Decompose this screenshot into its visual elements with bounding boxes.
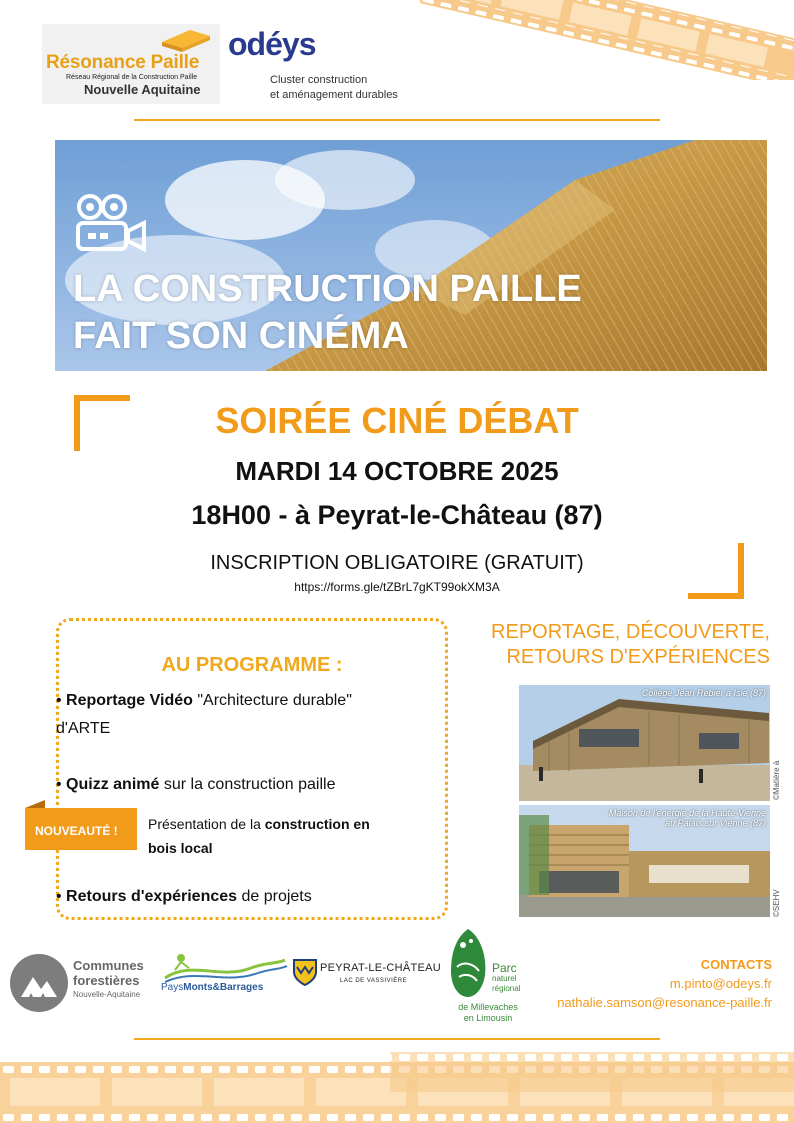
new-badge: NOUVEAUTÉ ! bbox=[25, 808, 137, 850]
programme-item-retours-bold: Retours d'expériences bbox=[66, 888, 238, 905]
reportage-title-line1: REPORTAGE, DÉCOUVERTE, bbox=[491, 621, 770, 643]
photo-maison-credit: ©SEHV bbox=[772, 889, 781, 917]
pmb-rest: Monts&Barrages bbox=[183, 982, 264, 993]
programme-title: AU PROGRAMME : bbox=[161, 654, 343, 676]
film-strip-top bbox=[420, 0, 794, 80]
bullet: • bbox=[56, 776, 67, 793]
programme-item-bois-pre: Présentation de la bbox=[148, 816, 265, 832]
registration-note: INSCRIPTION OBLIGATOIRE (GRATUIT) bbox=[210, 552, 584, 574]
peyrat-shield-icon bbox=[292, 958, 318, 986]
pmb-pays: Pays bbox=[161, 982, 184, 993]
programme-item-video-bold: Reportage Vidéo bbox=[66, 692, 193, 709]
odeys-logo: odéys bbox=[228, 26, 316, 62]
peyrat-name: PEYRAT-LE-CHÂTEAU bbox=[320, 962, 442, 974]
pnr-naturel: naturel bbox=[492, 974, 517, 983]
photo-maison-caption-1: Maison de l'énergie de la Haute-Vienne bbox=[608, 808, 766, 818]
event-heading: SOIRÉE CINÉ DÉBAT bbox=[215, 400, 579, 441]
straw-bale-icon bbox=[160, 24, 212, 52]
film-strip-bottom bbox=[0, 1052, 794, 1123]
cf-line2: forestières bbox=[73, 973, 140, 988]
header-divider bbox=[134, 119, 660, 121]
banner-title-line2: FAIT SON CINÉMA bbox=[73, 315, 409, 357]
programme-item-video-rest: "Architecture durable" bbox=[192, 692, 352, 709]
contacts-block bbox=[520, 955, 772, 1012]
contacts-title: CONTACTS bbox=[700, 957, 772, 972]
programme-item-video-line2: d'ARTE bbox=[56, 720, 111, 737]
peyrat-sub: LAC DE VASSIVIÈRE bbox=[340, 978, 408, 984]
programme-item-retours bbox=[56, 882, 436, 912]
event-date: MARDI 14 OCTOBRE 2025 bbox=[235, 456, 559, 486]
contact-email-1[interactable]: m.pinto@odeys.fr bbox=[669, 976, 772, 991]
pays-monts-barrages-icon bbox=[161, 950, 289, 984]
event-time-place: 18H00 - à Peyrat-le-Château (87) bbox=[191, 500, 603, 530]
contact-email-2[interactable]: nathalie.samson@resonance-paille.fr bbox=[557, 995, 772, 1010]
communes-forestieres-logo-icon bbox=[9, 953, 69, 1013]
pnr-text bbox=[492, 962, 520, 994]
cf-line1: Communes bbox=[73, 958, 144, 973]
footer-divider bbox=[134, 1038, 660, 1040]
pnr-line2: en Limousin bbox=[463, 1013, 513, 1023]
pays-monts-barrages-name bbox=[161, 982, 263, 993]
rp-title: Résonance Paille bbox=[46, 52, 200, 73]
programme-item-bois bbox=[148, 812, 428, 860]
programme-item-video bbox=[56, 686, 436, 716]
programme-item-quizz-rest: sur la construction paille bbox=[159, 776, 336, 793]
photo-maison-caption bbox=[540, 808, 766, 828]
movie-camera-icon bbox=[74, 193, 148, 253]
pnr-regional: régional bbox=[492, 984, 521, 993]
registration-link[interactable]: https://forms.gle/tZBrL7gKT99okXM3A bbox=[294, 580, 500, 594]
odeys-tagline bbox=[270, 73, 450, 103]
communes-forestieres-region: Nouvelle-Aquitaine bbox=[73, 990, 141, 999]
rp-region: Nouvelle Aquitaine bbox=[84, 82, 201, 97]
programme-item-quizz bbox=[56, 770, 436, 800]
rp-subtitle: Réseau Régional de la Construction Paille bbox=[66, 74, 198, 81]
pnr-millevaches-icon bbox=[447, 927, 489, 999]
programme-item-bois-bold: construction en bbox=[264, 816, 370, 832]
communes-forestieres-name bbox=[73, 958, 144, 988]
programme-item-quizz-bold: Quizz animé bbox=[66, 776, 160, 793]
photo-college-caption: Collège Jean Rebier à Isle (87) bbox=[641, 688, 766, 698]
reportage-title-line2: RETOURS D'EXPÉRIENCES bbox=[506, 646, 770, 668]
odeys-tagline-1: Cluster construction bbox=[270, 74, 368, 86]
bullet: • bbox=[56, 888, 67, 905]
programme-item-retours-rest: de projets bbox=[237, 888, 312, 905]
badge-fold bbox=[25, 800, 45, 808]
photo-maison-caption-2: au Palais sur Vienne (87) bbox=[665, 818, 766, 828]
photo-college-credit: ©Matière à bbox=[772, 760, 781, 800]
reportage-title bbox=[454, 620, 770, 670]
banner-title-line1: LA CONSTRUCTION PAILLE bbox=[73, 268, 582, 310]
pnr-parc: Parc bbox=[492, 961, 517, 975]
programme-item-bois-bold2: bois local bbox=[148, 840, 213, 856]
pnr-line1: de Millevaches bbox=[458, 1002, 518, 1012]
bullet: • bbox=[56, 692, 67, 709]
banner-title bbox=[73, 266, 582, 360]
odeys-tagline-2: et aménagement durables bbox=[270, 89, 398, 101]
photo-college bbox=[519, 685, 770, 801]
